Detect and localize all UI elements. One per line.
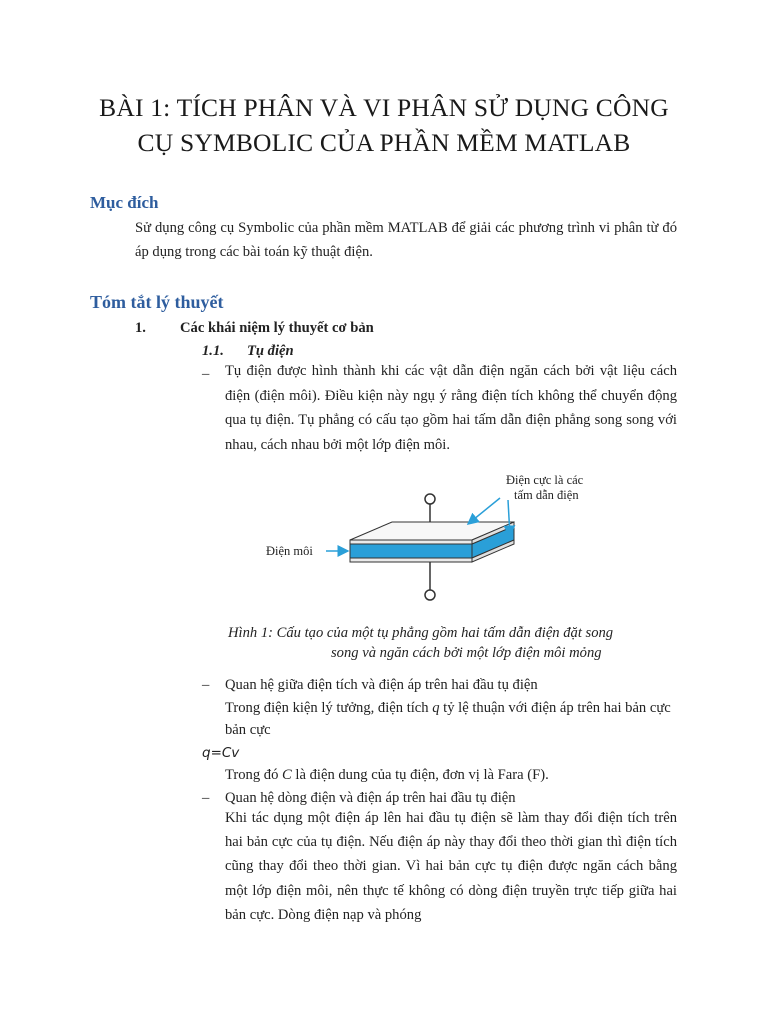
title-line-2: CỤ SYMBOLIC CỦA PHẦN MỀM MATLAB — [137, 128, 631, 157]
sub-1-1-label: Tụ điện — [247, 343, 294, 359]
sub-1-1-number: 1.1. — [202, 343, 224, 359]
figure-caption-line-1: Hình 1: Cấu tạo của một tụ phẳng gồm hai tấm dẫn điện đặt song — [228, 625, 614, 641]
bullet-dash: – — [202, 366, 210, 382]
where-after: là điện dung của tụ điện, đơn vị là Fara (F). — [291, 767, 549, 783]
capacitor-figure — [262, 466, 622, 606]
bullet-3-text: Quan hệ dòng điện và điện áp trên hai đầu tụ điện — [225, 790, 516, 806]
bullet-2-paragraph — [225, 696, 671, 720]
bottom-terminal — [425, 590, 435, 600]
heading-tom-tat: Tóm tắt lý thuyết — [90, 292, 224, 312]
title-line-1: BÀI 1: TÍCH PHÂN VÀ VI PHÂN SỬ DỤNG CÔNG — [99, 93, 669, 122]
label-electrode-1: Điện cực là các — [506, 473, 584, 487]
symbol-c: C — [282, 767, 292, 783]
symbol-q: q — [432, 700, 440, 716]
bullet-3-paragraph: Khi tác dụng một điện áp lên hai đầu tụ điện sẽ làm thay đổi điện tích trên hai bản cực của tụ điện. Nếu điện áp này thay đổi theo thời gian thì điện tích cũng thay đổi theo thời gian. Vì hai bản cực tụ điện được ngăn cách bằng một lớp điện môi, nên thực tế không có dòng điện truyền trực tiếp giữa hai bản cực. Dòng điện nạp và phóng — [225, 810, 677, 923]
muc-dich-paragraph: Sử dụng công cụ Symbolic của phần mềm MATLAB để giải các phương trình vi phân từ đó áp dụng trong các bài toán kỹ thuật điện. — [135, 220, 677, 260]
label-dielectric: Điện môi — [266, 544, 313, 558]
bullet-2-p-after: tỷ lệ thuận với điện áp trên hai bản cực — [439, 700, 671, 716]
top-plate-front — [350, 540, 472, 544]
where-line — [225, 763, 549, 787]
item-1-number: 1. — [135, 320, 146, 336]
electrode-arrow-1 — [468, 498, 500, 524]
formula-q-cv: q=Cv — [202, 745, 240, 761]
bullet-dash: – — [202, 677, 210, 693]
page-title — [60, 90, 708, 160]
bullet-2-p-before: Trong điện kiện lý tưởng, điện tích — [225, 700, 433, 716]
item-1-label: Các khái niệm lý thuyết cơ bản — [180, 320, 374, 336]
bottom-plate-front — [350, 558, 472, 562]
label-electrode-2: tấm dẫn điện — [514, 488, 579, 502]
bullet-2-paragraph-cont: bản cực — [225, 722, 271, 738]
where-before: Trong đó — [225, 767, 283, 783]
top-terminal — [425, 494, 435, 504]
bullet-2-text: Quan hệ giữa điện tích và điện áp trên hai đầu tụ điện — [225, 677, 538, 693]
bullet-dash: – — [202, 790, 210, 806]
heading-muc-dich: Mục đích — [90, 193, 159, 212]
dielectric-front — [350, 544, 472, 558]
figure-caption-line-2: song và ngăn cách bởi một lớp điện môi mỏng — [331, 645, 602, 661]
bullet-1-paragraph: Tụ điện được hình thành khi các vật dẫn điện ngăn cách bởi vật liệu cách điện (điện môi). Điều kiện này ngụ ý rằng điện tích không thể chuyển động qua tụ điện. Tụ phẳng có cấu tạo gồm hai tấm dẫn điện phẳng song song với nhau, cách nhau bởi một lớp điện môi. — [225, 363, 677, 453]
